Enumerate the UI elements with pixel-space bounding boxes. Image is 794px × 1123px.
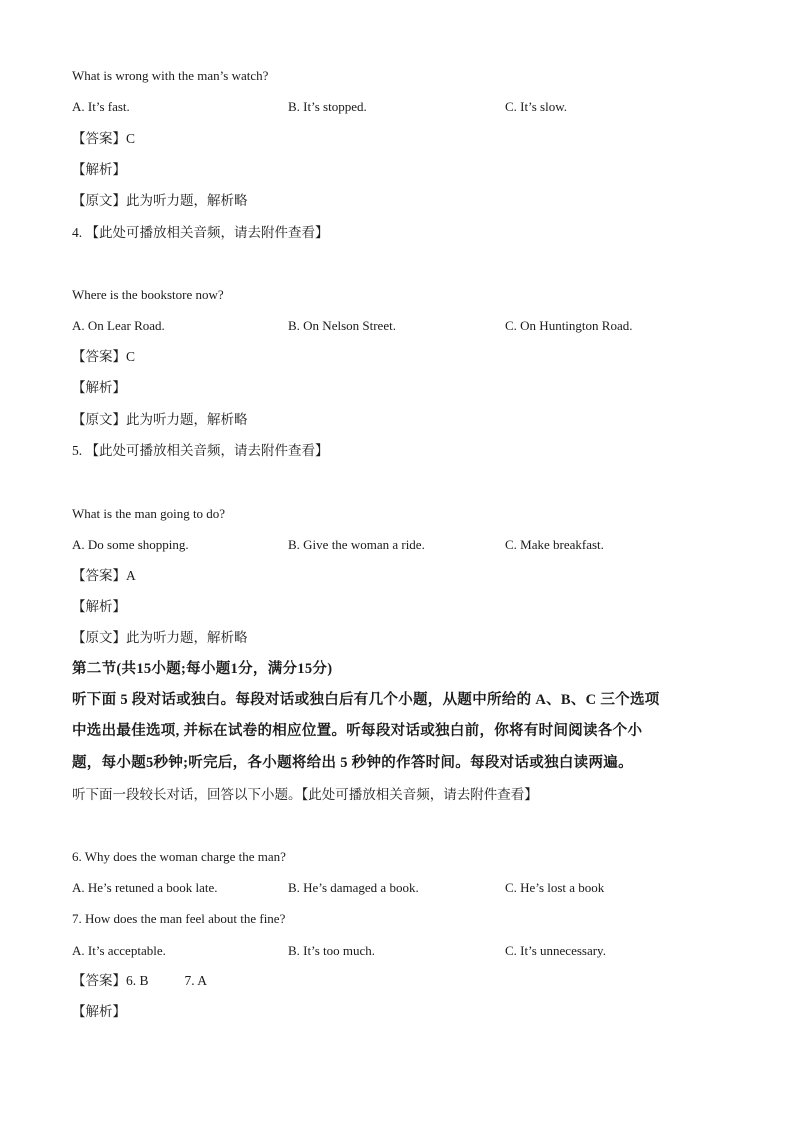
question-7: 7. How does the man feel about the fine?	[72, 911, 286, 926]
analysis-line: 【解析】	[72, 599, 126, 614]
answer-label: 【答案】	[72, 973, 126, 988]
answer-line: 【答案】C	[72, 131, 136, 146]
instruction-line: 听下面 5 段对话或独白。每段对话或独白后有几个小题，从题中所给的 A、B、C 三个选项	[72, 692, 660, 708]
answer-line: 【答案】C	[72, 349, 136, 364]
q6-option-a: A. He’s retuned a book late.	[72, 880, 218, 895]
analysis-line: 【解析】	[72, 1004, 126, 1019]
q6-option-c: C. He’s lost a book	[505, 880, 605, 895]
instruction-line: 中选出最佳选项, 并标在试卷的相应位置。听每段对话或独白前，你将有时间阅读各个小	[72, 723, 643, 739]
q6-option-b: B. He’s damaged a book.	[288, 880, 419, 895]
option-b: B. Give the woman a ride.	[288, 537, 425, 552]
original-line: 【原文】此为听力题，解析略	[72, 412, 248, 427]
q7-option-b: B. It’s too much.	[288, 943, 376, 958]
option-b: B. On Nelson Street.	[288, 318, 396, 333]
option-c: C. On Huntington Road.	[505, 318, 633, 333]
option-a: A. Do some shopping.	[72, 537, 189, 552]
analysis-line: 【解析】	[72, 162, 126, 177]
section-heading: 第二节(共15小题;每小题1分，满分15分)	[72, 661, 333, 677]
option-a: A. On Lear Road.	[72, 318, 165, 333]
option-a: A. It’s fast.	[72, 99, 130, 114]
original-line: 【原文】此为听力题，解析略	[72, 193, 248, 208]
answer-line	[72, 973, 207, 989]
dialogue-intro[interactable]: 听下面一段较长对话，回答以下小题。【此处可播放相关音频，请去附件查看】	[72, 787, 538, 802]
question-text: What is wrong with the man’s watch?	[72, 68, 269, 83]
q7-option-c: C. It’s unnecessary.	[505, 943, 606, 958]
answer-6: 6. B	[126, 973, 149, 988]
option-b: B. It’s stopped.	[288, 99, 367, 114]
audio-link[interactable]: 5. 【此处可播放相关音频，请去附件查看】	[72, 443, 329, 458]
instruction-line: 题，每小题5秒钟;听完后，各小题将给出 5 秒钟的作答时间。每段对话或独白读两遍。	[72, 755, 633, 771]
option-c: C. Make breakfast.	[505, 537, 604, 552]
original-line: 【原文】此为听力题，解析略	[72, 630, 248, 645]
option-c: C. It’s slow.	[505, 99, 567, 114]
question-text: What is the man going to do?	[72, 506, 226, 521]
analysis-line: 【解析】	[72, 380, 126, 395]
q7-option-a: A. It’s acceptable.	[72, 943, 166, 958]
answer-line: 【答案】A	[72, 568, 136, 583]
question-6: 6. Why does the woman charge the man?	[72, 849, 286, 864]
answer-7: 7. A	[184, 973, 208, 988]
audio-link[interactable]: 4. 【此处可播放相关音频，请去附件查看】	[72, 225, 329, 240]
question-text: Where is the bookstore now?	[72, 287, 224, 302]
